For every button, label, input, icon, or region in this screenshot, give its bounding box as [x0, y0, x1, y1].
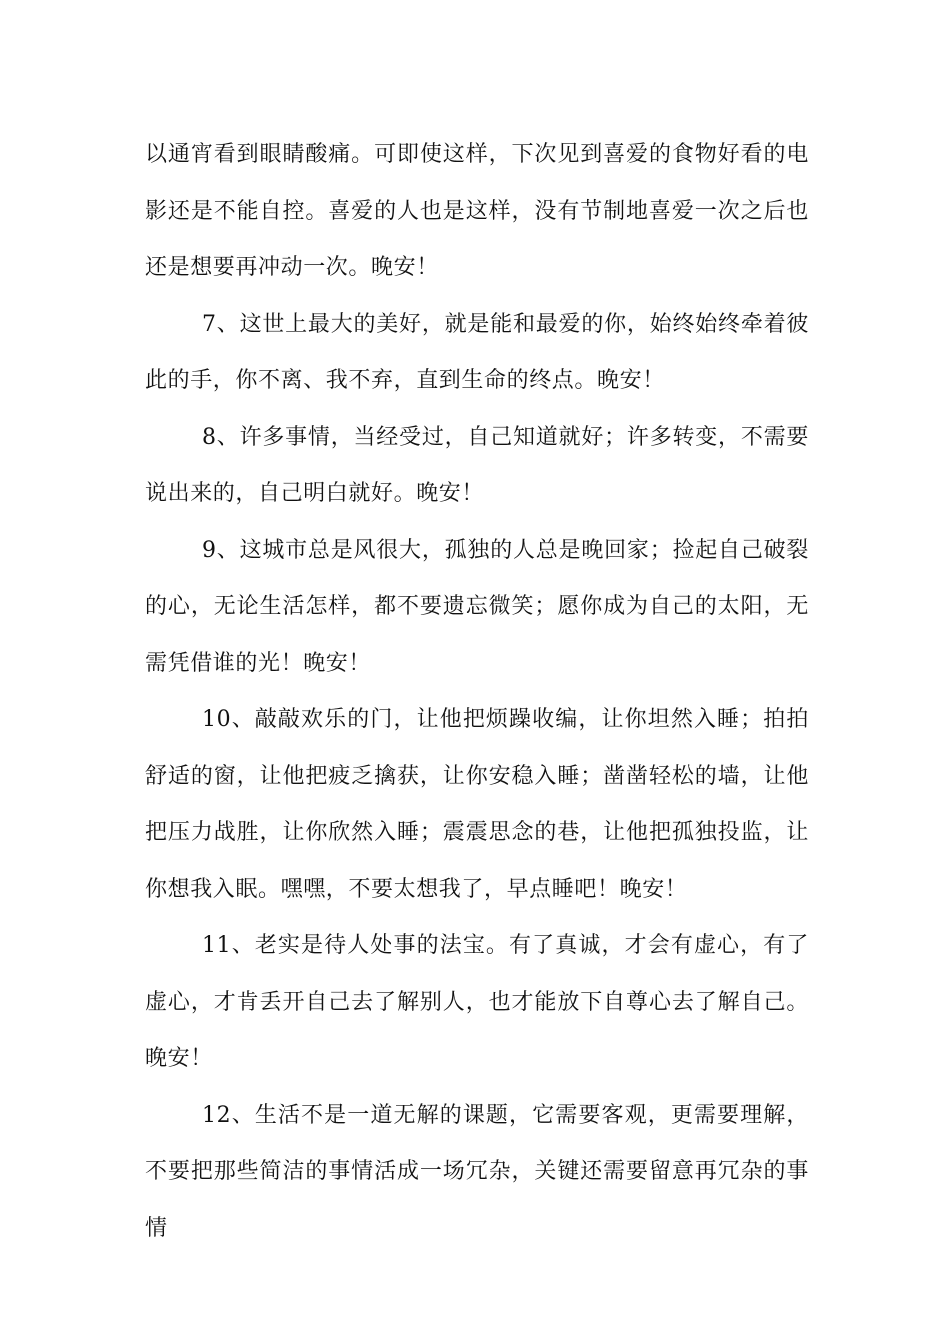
paragraph-12: 12、生活不是一道无解的课题，它需要客观，更需要理解，不要把那些简洁的事情活成一场冗杂，关键还需要留意再冗杂的事情 [145, 1102, 809, 1241]
body-text [145, 127, 809, 1257]
paragraph-11: 11、老实是待人处事的法宝。有了真诚，才会有虚心，有了虚心，才肯丢开自己去了解别人，也才能放下自尊心去了解自己。晚安！ [145, 933, 809, 1071]
paragraph-10: 10、敲敲欢乐的门，让他把烦躁收编，让你坦然入睡；拍拍舒适的窗，让他把疲乏擒获，让你安稳入睡；凿凿轻松的墙，让他把压力战胜，让你欣然入睡；震震思念的巷，让他把孤独投监，让你想我入眠。嘿嘿，不要太想我了，早点睡吧！晚安！ [145, 707, 809, 902]
paragraph-8: 8、许多事情，当经受过，自己知道就好；许多转变，不需要说出来的，自己明白就好。晚安！ [145, 424, 809, 506]
paragraph-continuation: 以通宵看到眼睛酸痛。可即使这样，下次见到喜爱的食物好看的电影还是不能自控。喜爱的人也是这样，没有节制地喜爱一次之后也还是想要再冲动一次。晚安！ [145, 142, 809, 280]
paragraph-9: 9、这城市总是风很大，孤独的人总是晚回家；捡起自己破裂的心，无论生活怎样，都不要遗忘微笑；愿你成为自己的太阳，无需凭借谁的光！晚安！ [145, 537, 809, 676]
paragraph-7: 7、这世上最大的美好，就是能和最爱的你，始终始终牵着彼此的手，你不离、我不弃，直到生命的终点。晚安！ [145, 311, 809, 393]
